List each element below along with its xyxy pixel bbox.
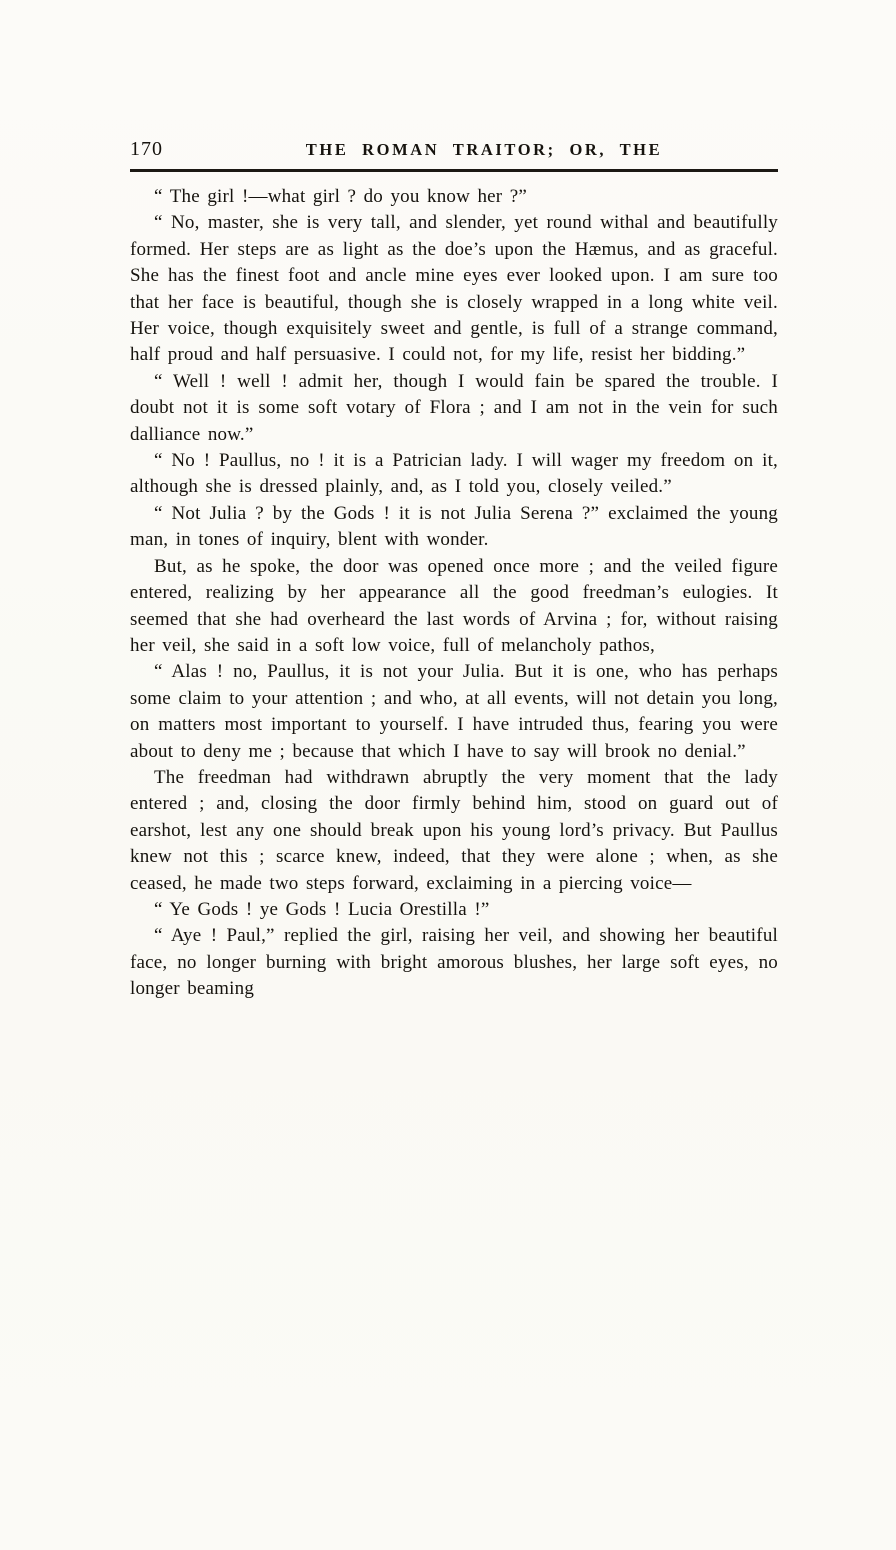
paragraph: But, as he spoke, the door was opened once more ; and the veiled figure entered, realizing by her appearance all the good freedman’s eulogies. It seemed that she had overheard the last words of Arvina ; for, without raising her veil, she said in a soft low voice, full of melancholy pathos, <box>130 555 778 656</box>
paragraph: “ Not Julia ? by the Gods ! it is not Julia Serena ?” exclaimed the young man, in tones of inquiry, blent with wonder. <box>130 502 778 551</box>
paragraph: “ The girl !—what girl ? do you know her ?” <box>154 186 528 207</box>
page-number: 170 <box>130 138 163 160</box>
paragraph: “ Well ! well ! admit her, though I would fain be spared the trouble. I doubt not it is some soft votary of Flora ; and I am not in the vein for such dalliance now.” <box>130 370 778 445</box>
header-rule <box>130 169 778 172</box>
paragraph: “ No ! Paullus, no ! it is a Patrician lady. I will wager my freedom on it, although she is dressed plainly, and, as I told you, closely veiled.” <box>130 450 778 498</box>
paragraph: “ Alas ! no, Paullus, it is not your Julia. But it is one, who has perhaps some claim to your attention ; and who, at all events, will not detain you long, on matters most important to yourself. I have intruded thus, fearing you were about to deny me ; because that which I have to say will brook no denial.” <box>130 661 778 762</box>
page-text-block <box>130 184 778 1003</box>
paragraph: “ No, master, she is very tall, and slender, yet round withal and beautifully formed. Her steps are as light as the doe’s upon the Hæmus, and as graceful. She has the finest foot and ancle mine eyes ever looked upon. I am sure too that her face is beautiful, though she is closely wrapped in a long white veil. Her voice, though exquisitely sweet and gentle, is full of a strange command, half proud and half persuasive. I could not, for my life, resist her bidding.” <box>130 212 778 366</box>
paragraph: “ Aye ! Paul,” replied the girl, raising her veil, and showing her beautiful face, no longer burning with bright amorous blushes, her large soft eyes, no longer beaming <box>130 925 778 1000</box>
running-title: THE ROMAN TRAITOR; OR, THE <box>305 140 663 159</box>
paragraph: The freedman had withdrawn abruptly the very moment that the lady entered ; and, closing the door firmly behind him, stood on guard out of earshot, lest any one should break upon his young lord’s privacy. But Paullus knew not this ; scarce knew, indeed, that they were alone ; when, as she ceased, he made two steps forward, exclaiming in a piercing voice— <box>130 766 778 894</box>
paragraph: “ Ye Gods ! ye Gods ! Lucia Orestilla !” <box>154 898 490 920</box>
page-header <box>130 138 778 161</box>
